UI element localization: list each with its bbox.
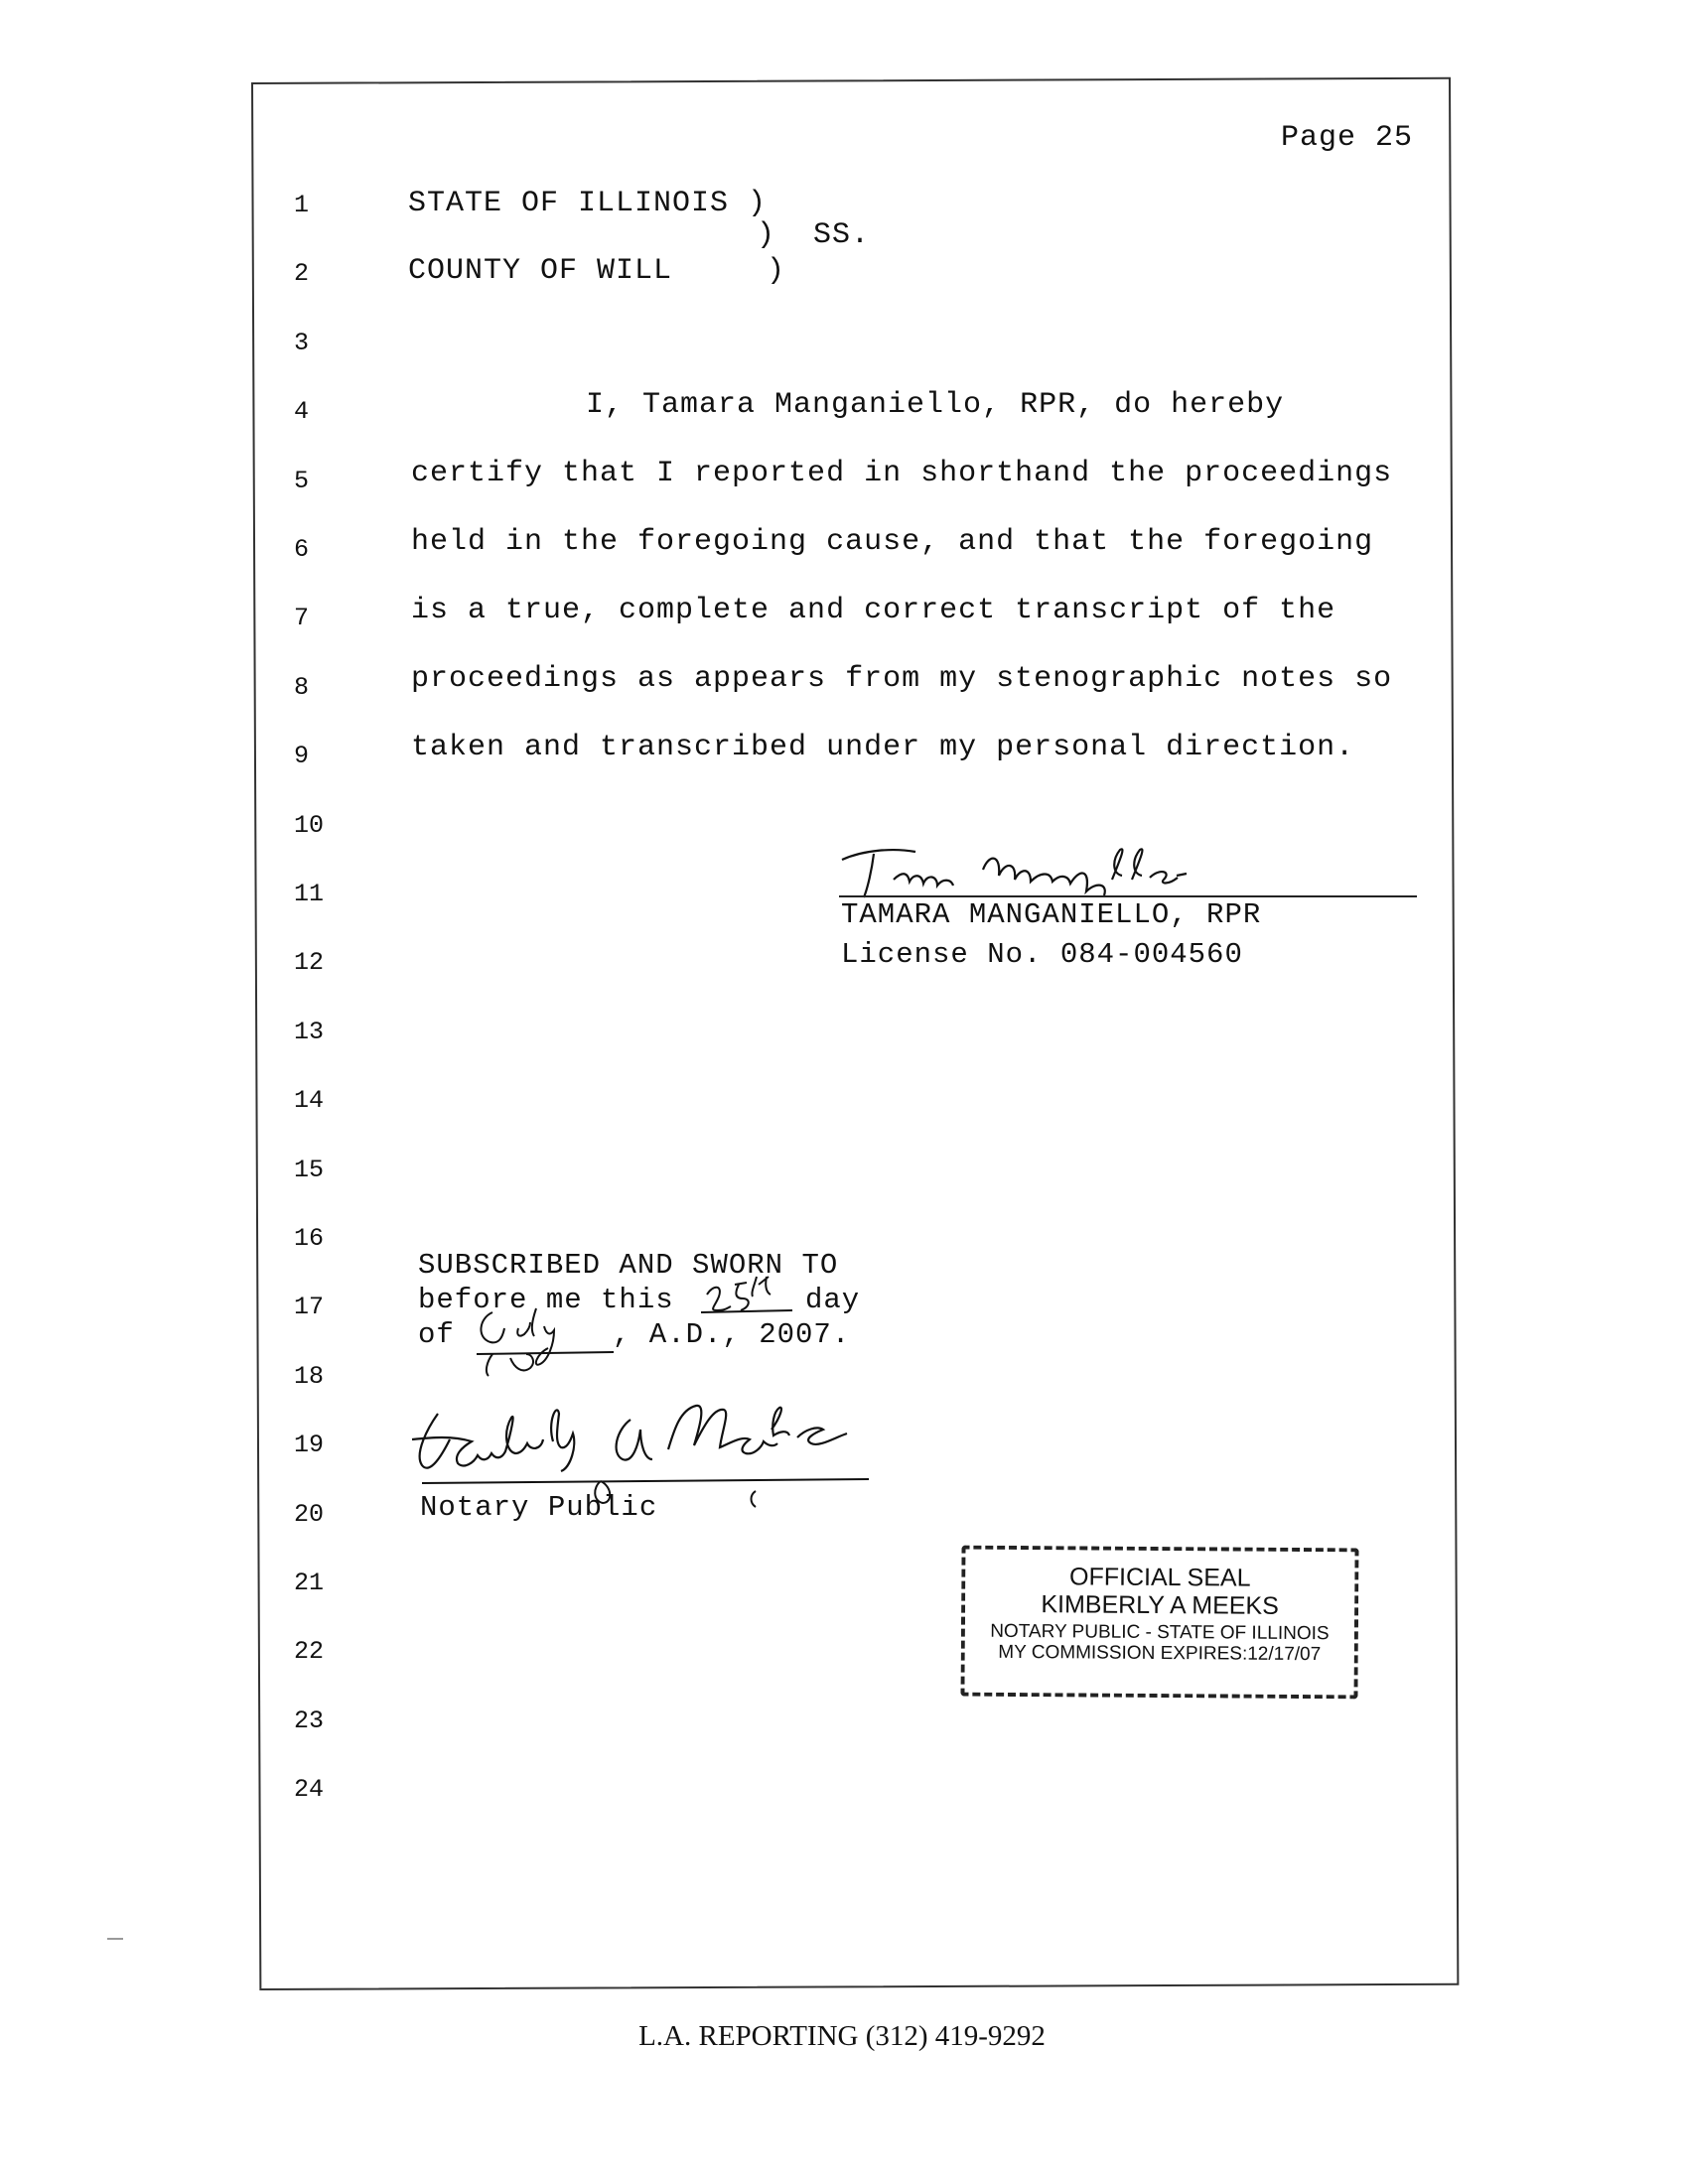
line-number: 10 xyxy=(294,810,325,840)
jurat-line-1: SUBSCRIBED AND SWORN TO xyxy=(418,1249,839,1282)
page-footer: L.A. REPORTING (312) 419-9292 xyxy=(638,2020,1046,2052)
line-number: 9 xyxy=(294,742,310,771)
jurat-month-handwritten xyxy=(467,1302,626,1382)
certificate-line: taken and transcribed under my personal direction. xyxy=(411,731,1355,764)
line-number: 8 xyxy=(294,672,310,702)
jurat-year: , A.D., 2007. xyxy=(613,1318,851,1351)
notary-public-label: Notary Public xyxy=(420,1491,658,1524)
reporter-name: TAMARA MANGANIELLO, RPR xyxy=(841,898,1262,931)
caption-county: COUNTY OF WILL ) xyxy=(408,254,786,288)
seal-title: OFFICIAL SEAL xyxy=(1068,1563,1251,1592)
line-number: 7 xyxy=(294,604,310,633)
line-number: 13 xyxy=(294,1017,325,1046)
line-number: 3 xyxy=(294,328,310,357)
certificate-line: proceedings as appears from my stenographic notes so xyxy=(411,662,1393,696)
transcript-page-border xyxy=(251,77,1459,1990)
line-number: 20 xyxy=(294,1499,325,1529)
line-number: 6 xyxy=(294,535,310,564)
caption-ss: ) SS. xyxy=(757,218,871,252)
reporter-signature-line xyxy=(839,895,1417,897)
line-number: 5 xyxy=(294,466,310,495)
line-number: 14 xyxy=(294,1086,325,1116)
line-number: 1 xyxy=(294,191,310,219)
seal-notary-name: KIMBERLY A MEEKS xyxy=(1041,1589,1279,1620)
line-number: 22 xyxy=(294,1637,325,1667)
seal-notary-state: NOTARY PUBLIC - STATE OF ILLINOIS xyxy=(990,1620,1330,1645)
line-number: 21 xyxy=(294,1569,325,1597)
jurat-before-me: before me this xyxy=(418,1284,674,1316)
seal-commission-expires: MY COMMISSION EXPIRES:12/17/07 xyxy=(998,1641,1322,1666)
line-number: 2 xyxy=(294,259,310,289)
certificate-line: certify that I reported in shorthand the proceedings xyxy=(411,457,1393,490)
line-number: 12 xyxy=(294,948,325,978)
official-seal-stamp xyxy=(960,1546,1358,1700)
line-number: 23 xyxy=(294,1706,325,1735)
line-number: 4 xyxy=(294,397,310,427)
jurat-day-handwritten xyxy=(701,1273,800,1316)
caption-state: STATE OF ILLINOIS ) xyxy=(408,187,768,220)
line-number: 16 xyxy=(294,1224,325,1253)
line-number: 19 xyxy=(294,1431,325,1460)
line-number: 15 xyxy=(294,1155,325,1184)
line-number: 18 xyxy=(294,1361,325,1391)
margin-mark xyxy=(107,1938,123,1940)
page-number: Page 25 xyxy=(1281,121,1414,155)
certificate-line: held in the foregoing cause, and that the foregoing xyxy=(411,525,1374,559)
jurat-day: day xyxy=(805,1284,861,1316)
certificate-line: is a true, complete and correct transcript of the xyxy=(411,594,1336,627)
line-number: 24 xyxy=(294,1775,325,1805)
certificate-line: I, Tamara Manganiello, RPR, do hereby xyxy=(586,388,1285,422)
reporter-license: License No. 084-004560 xyxy=(841,938,1243,971)
line-number: 11 xyxy=(294,880,325,908)
jurat-of: of xyxy=(418,1318,455,1351)
line-number: 17 xyxy=(294,1293,325,1322)
